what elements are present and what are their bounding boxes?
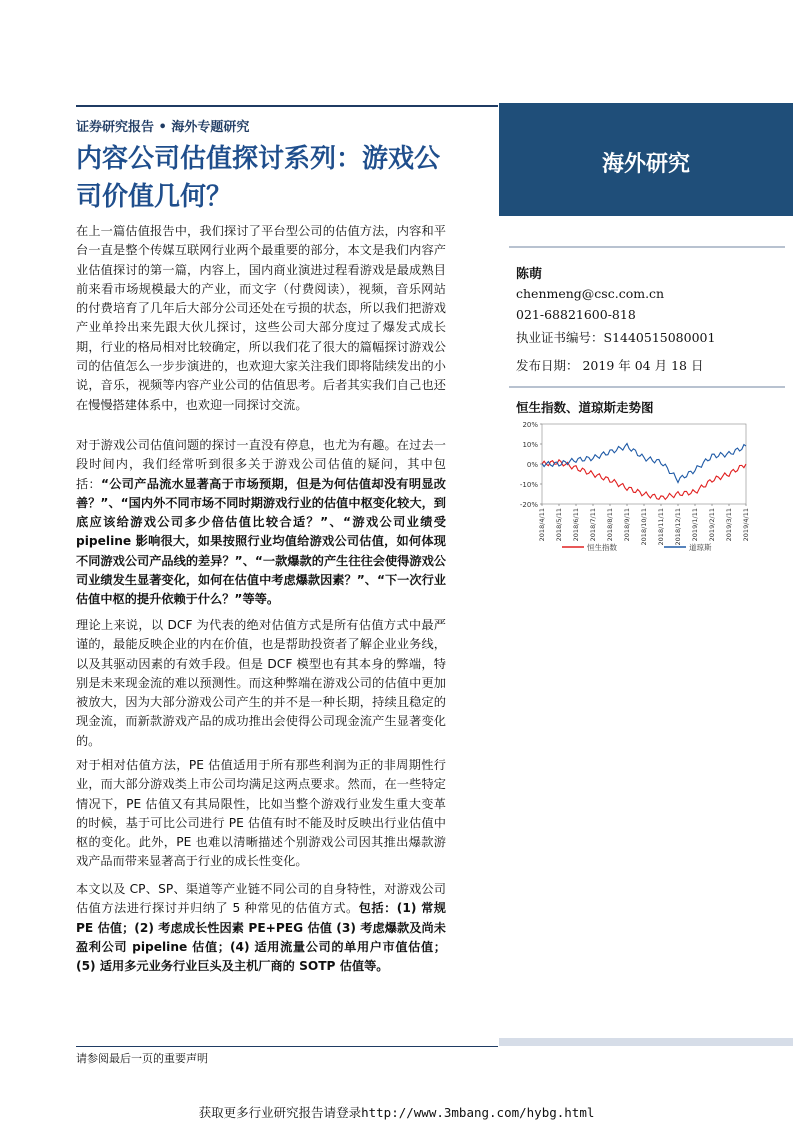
chart-series <box>542 444 746 500</box>
paragraph-2-intro: 对于游戏公司估值问题的探讨一直没有停息，也尤为有趣。在过去一段时间内，我们经常听到很多关于游戏公司估值的疑问，其中包括： <box>76 438 446 491</box>
y-tick-label: 0% <box>526 461 538 469</box>
y-tick-label: 10% <box>522 441 538 449</box>
header-rule <box>76 105 498 107</box>
chart-legend <box>562 542 712 552</box>
x-tick-label: 2018/12/11 <box>674 508 682 546</box>
x-tick-label: 2018/4/11 <box>538 508 546 542</box>
series-line-hsi <box>542 460 746 500</box>
y-tick-label: -20% <box>519 501 538 509</box>
footer-link[interactable]: 获取更多行业研究报告请登录http://www.3mbang.com/hybg.html <box>198 1105 595 1120</box>
title-line-1: 内容公司估值探讨系列：游戏公 <box>76 144 441 174</box>
analyst-name: 陈萌 <box>516 267 543 282</box>
series-line-dji <box>542 444 746 483</box>
footer-rule <box>76 1046 498 1047</box>
sidebar-gap <box>499 216 793 246</box>
legend-label: 道琼斯 <box>689 543 712 552</box>
title-line-2: 司价值几何？ <box>76 182 233 212</box>
chart-axes <box>520 421 750 545</box>
x-tick-label: 2019/4/11 <box>742 508 750 542</box>
section-title: 海外研究 <box>601 152 690 177</box>
x-tick-label: 2018/5/11 <box>555 508 563 542</box>
paragraph-2-questions: “公司产品流水显著高于市场预期，但是为何估值却没有明显改善？”、“国内外不同市场不同时期游戏行业的估值中枢变化较大，到底应该给游戏公司多少倍估值比较合适？”、“游戏公司业绩受 pipeline 影响很大，如果按照行业均值给游戏公司估值，如何体现不同游戏公司产品线的差异？”、“一款爆款的产生往往会使得游戏公司业绩发生显著变化，如何在估值中考虑爆款因素？”、“下一次行业估值中枢的提升依赖于什么？”等等。 <box>76 476 446 607</box>
index-chart <box>512 418 782 558</box>
x-tick-label: 2018/9/11 <box>623 508 631 542</box>
chart-title: 恒生指数、道琼斯走势图 <box>516 400 654 415</box>
analyst-email[interactable]: chenmeng@csc.com.cn <box>516 286 665 301</box>
paragraph-5-methods: 包括：(1) 常规 PE 估值；(2) 考虑成长性因素 PE+PEG 估值 (3) 考虑爆款及尚未盈利公司 pipeline 估值；(4) 适用流量公司的单用户市值估值；(5) 适用多元业务行业巨头及主机厂商的 SOTP 估值等。 <box>76 901 446 974</box>
paragraph-4: 对于相对估值方法，PE 估值适用于所有那些利润为正的非周期性行业，而大部分游戏类上市公司均满足这两点要求。然而，在一些特定情况下，PE 估值又有其局限性，比如当整个游戏行业发生重大变革的时候，基于可比公司进行 PE 估值有时不能及时反映出行业估值中枢的变化。此外，PE 也难以清晰描述个别游戏公司因其推出爆款游戏产品而带来显著高于行业的成长性变化。 <box>76 758 446 869</box>
paragraph-3: 理论上来说，以 DCF 为代表的绝对估值方式是所有估值方式中最严谨的，最能反映企业的内在价值，也是帮助投资者了解企业业务线，以及其驱动因素的有效手段。但是 DCF 模型也有其本身的弊端，特别是未来现金流的难以预测性。而这种弊端在游戏公司的估值中更加被放大，因为大部分游戏公司产生的并不是一种长期，持续且稳定的现金流，而新款游戏产品的成功推出会使得公司现金流产生显著变化的。 <box>76 618 446 748</box>
x-tick-label: 2018/8/11 <box>606 508 614 542</box>
x-tick-label: 2018/11/11 <box>657 508 665 546</box>
y-tick-label: -10% <box>519 481 538 489</box>
report-kicker: 证券研究报告 • 海外专题研究 <box>76 120 250 135</box>
x-tick-label: 2019/3/11 <box>725 508 733 542</box>
analyst-license: 执业证书编号：S1440515080001 <box>516 330 716 345</box>
x-tick-label: 2018/7/11 <box>589 508 597 542</box>
x-tick-label: 2018/6/11 <box>572 508 580 542</box>
publish-date: 发布日期： 2019 年 04 月 18 日 <box>516 358 704 373</box>
sidebar-divider-2 <box>509 386 785 388</box>
paragraph-5-intro: 本文以及 CP、SP、渠道等产业链不同公司的自身特性，对游戏公司估值方法进行探讨并归纳了 5 种常见的估值方式。 <box>76 882 446 916</box>
paragraph-5 <box>76 880 446 976</box>
y-tick-label: 20% <box>522 421 538 429</box>
paragraph-1: 在上一篇估值报告中，我们探讨了平台型公司的估值方法，内容和平台一直是整个传媒互联网行业两个最重要的部分，本文是我们内容产业估值探讨的第一篇，内容上，国内商业演进过程看游戏是最成熟目前来看市场规模最大的产业，而文字（付费阅读），视频，音乐网站的付费培育了几年后大部分公司还处在亏损的状态，所以我们把游戏产业单拎出来先跟大伙儿探讨，这些公司大部分度过了爆发式成长期，行业的格局相对比较确定，所以我们花了很大的篇幅探讨游戏公司的估值怎么一步步演进的，也欢迎大家关注我们即将陆续发出的小说，音乐，视频等内容产业公司的估值思考。后者其实我们自己也还在慢慢搭建体系中，也欢迎一同探讨交流。 <box>76 224 446 412</box>
x-tick-label: 2019/1/11 <box>691 508 699 542</box>
analyst-phone: 021-68821600-818 <box>516 307 636 322</box>
legend-label: 恒生指数 <box>587 543 617 552</box>
sidebar-divider <box>509 246 785 248</box>
sidebar-header <box>499 103 793 216</box>
disclaimer: 请参阅最后一页的重要声明 <box>76 1052 208 1065</box>
report-title <box>76 140 506 216</box>
x-tick-label: 2018/10/11 <box>640 508 648 546</box>
plot-frame <box>542 424 746 504</box>
x-tick-label: 2019/2/11 <box>708 508 716 542</box>
paragraph-2 <box>76 436 446 610</box>
